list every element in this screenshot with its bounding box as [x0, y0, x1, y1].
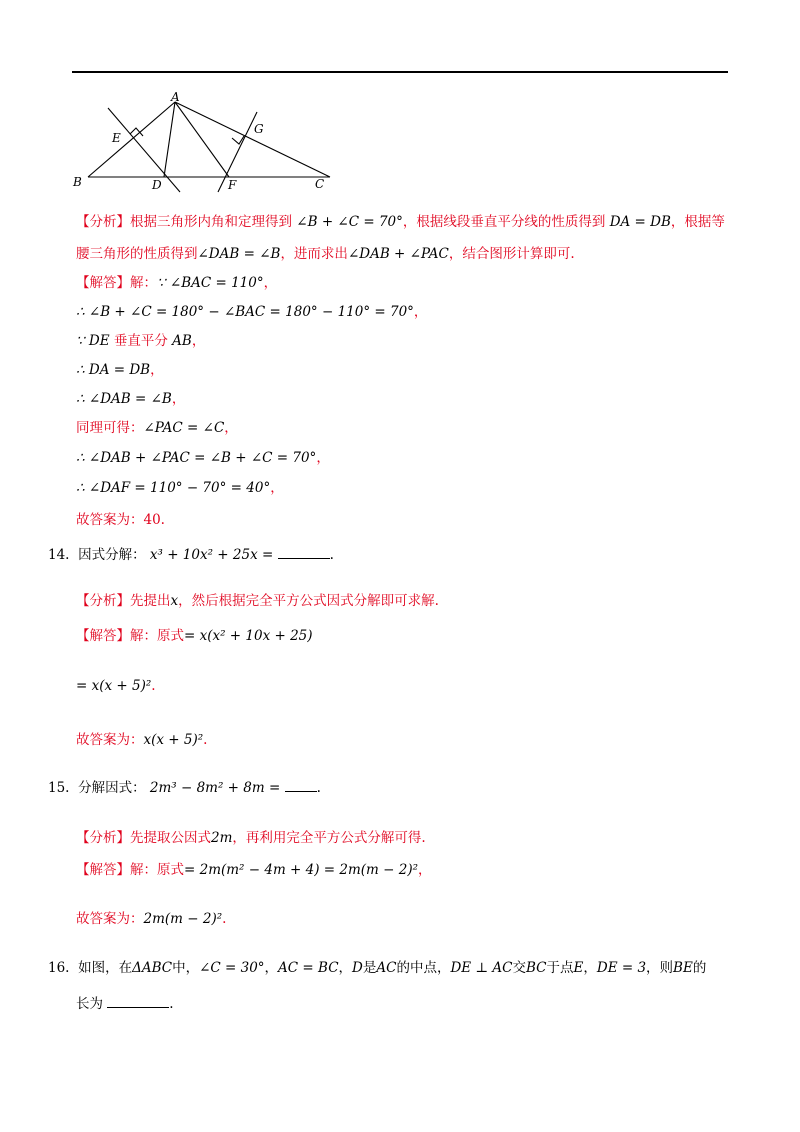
q15-analysis: 【分析】先提取公因式2m，再利用完全平方公式分解可得.	[76, 830, 426, 846]
segment-af	[175, 102, 229, 177]
label-g: G	[254, 122, 264, 136]
q13-answer: 故答案为：40.	[76, 512, 165, 528]
q14-analysis: 【分析】先提出x，然后根据完全平方公式因式分解即可求解.	[76, 593, 439, 609]
label-b: B	[73, 175, 82, 189]
q13-solution-line8: ∴ ∠DAF = 110° − 70° = 40°，	[76, 480, 284, 496]
segment-ab	[88, 102, 175, 177]
label-e: E	[112, 131, 121, 145]
q13-solution-line5: ∴ ∠DAB = ∠B，	[76, 391, 186, 407]
q13-analysis-line2: 腰三角形的性质得到∠DAB = ∠B，进而求出∠DAB + ∠PAC，结合图形计算即可.	[76, 246, 575, 262]
q16-question-line2: 长为 .	[76, 993, 174, 1014]
answer-blank	[278, 544, 330, 559]
q13-solution-line4: ∴ DA = DB，	[76, 362, 164, 378]
triangle-figure	[72, 90, 342, 200]
label-c: C	[315, 177, 325, 191]
line-fg	[218, 112, 257, 192]
q13-solution-line1: 【解答】解：∵ ∠BAC = 110°，	[76, 275, 278, 291]
q16-question-line1: 16. 如图，在ΔABC中，∠C = 30°，AC = BC，D是AC的中点，DE ⊥ AC交BC于点E，DE = 3，则BE的	[48, 960, 707, 976]
answer-blank	[107, 993, 169, 1008]
q14-solution: 【解答】解：原式= x(x² + 10x + 25)	[76, 628, 313, 644]
q13-solution-line6: 同理可得：∠PAC = ∠C，	[76, 420, 238, 436]
label-f: F	[228, 178, 237, 192]
q14-solution-step2: = x(x + 5)².	[76, 678, 156, 694]
q14-answer: 故答案为：x(x + 5)².	[76, 732, 208, 748]
q14-question: 14. 因式分解： x³ + 10x² + 25x = .	[48, 544, 334, 565]
segment-ad	[164, 102, 175, 177]
q15-question: 15. 分解因式： 2m³ − 8m² + 8m = .	[48, 777, 321, 798]
header-rule	[72, 71, 728, 73]
segment-ac	[175, 102, 330, 177]
q13-solution-line7: ∴ ∠DAB + ∠PAC = ∠B + ∠C = 70°，	[76, 450, 330, 466]
label-d: D	[152, 178, 162, 192]
q13-solution-line2: ∴ ∠B + ∠C = 180° − ∠BAC = 180° − 110° = 70°，	[76, 304, 428, 320]
label-a: A	[171, 90, 180, 104]
q15-answer: 故答案为：2m(m − 2)².	[76, 911, 227, 927]
answer-blank	[285, 777, 317, 792]
q13-solution-line3: ∵ DE 垂直平分 AB，	[76, 333, 206, 349]
q13-analysis-line1: 【分析】根据三角形内角和定理得到 ∠B + ∠C = 70°，根据线段垂直平分线的性质得到 DA = DB，根据等	[76, 214, 725, 230]
q15-solution: 【解答】解：原式= 2m(m² − 4m + 4) = 2m(m − 2)²，	[76, 862, 432, 878]
